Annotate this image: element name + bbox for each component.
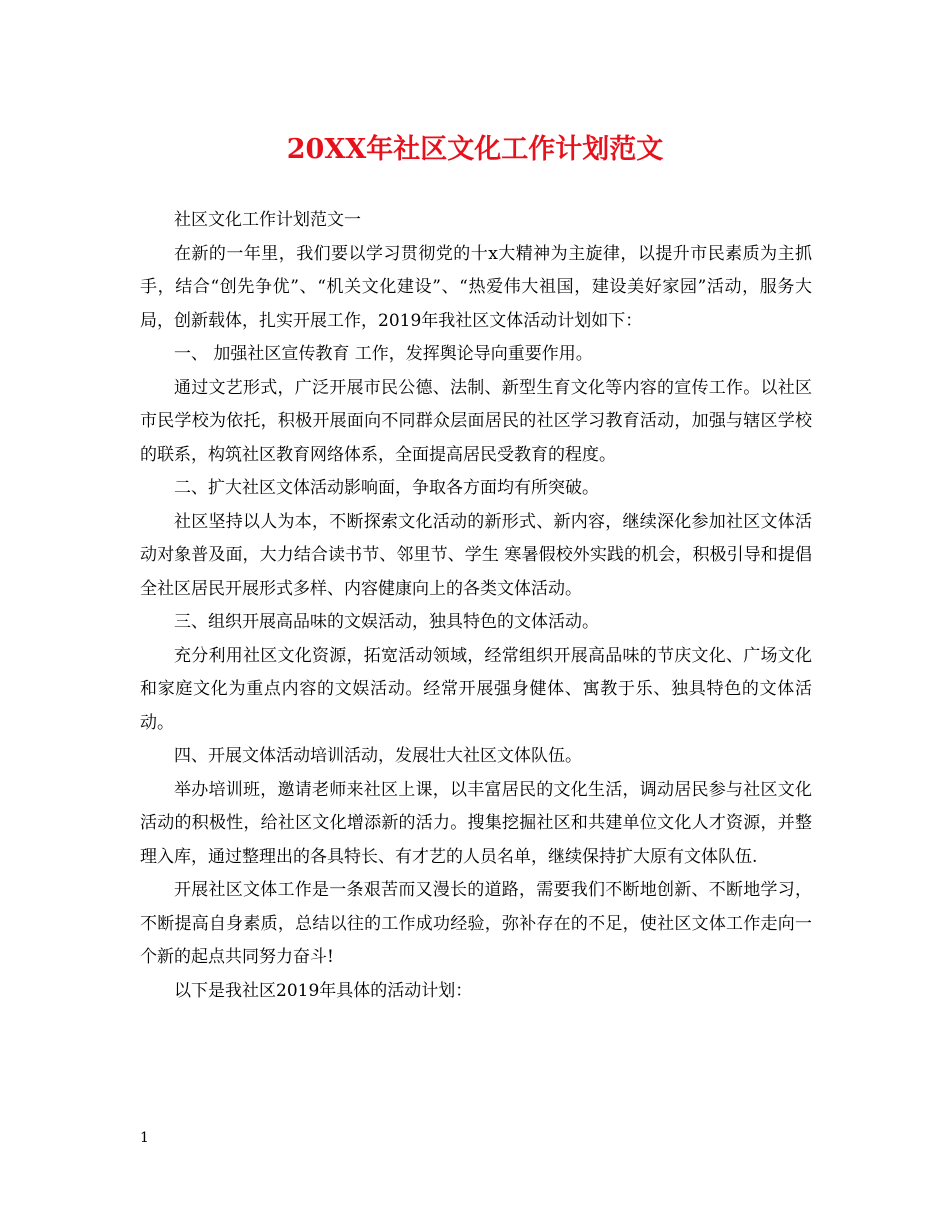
paragraph-heading-4: 四、开展文体活动培训活动，发展壮大社区文体队伍。 <box>174 746 582 766</box>
paragraph-plan-intro: 以下是我社区2019年具体的活动计划： <box>174 980 473 1001</box>
page-number: 1 <box>140 1130 149 1146</box>
paragraph-body-1: 通过文艺形式，广泛开展市民公德、法制、新型生育文化等内容的宣传工作。以社区市民学校为依托，积极开展面向不同群众层面居民的社区学习教育活动，加强与辖区学校的联系，构筑社区教育网络体系，全面提高居民受教育的程度。 <box>140 377 812 465</box>
paragraph-body-3: 充分利用社区文化资源，拓宽活动领域，经常组织开展高品味的节庆文化、广场文化和家庭文化为重点内容的文娱活动。经常开展强身健体、寓教于乐、独具特色的文体活动。 <box>140 645 812 733</box>
paragraph-heading-3: 三、组织开展高品味的文娱活动，独具特色的文体活动。 <box>174 612 599 632</box>
paragraph-heading-1: 一、 加强社区宣传教育 工作，发挥舆论导向重要作用。 <box>174 344 593 364</box>
paragraph-conclusion: 开展社区文体工作是一条艰苦而又漫长的道路，需要我们不断地创新、不断地学习，不断提高自身素质，总结以往的工作成功经验，弥补存在的不足，使社区文体工作走向一个新的起点共同努力奋斗! <box>140 880 812 967</box>
document-body <box>140 204 812 1008</box>
paragraph-body-4: 举办培训班，邀请老师来社区上课，以丰富居民的文化生活，调动居民参与社区文化活动的积极性，给社区文化增添新的活力。搜集挖掘社区和共建单位文化人才资源，并整理入库，通过整理出的各具特长、有才艺的人员名单，继续保持扩大原有文体队伍. <box>140 779 812 867</box>
paragraph-body-2: 社区坚持以人为本，不断探索文化活动的新形式、新内容，继续深化参加社区文体活动对象普及面，大力结合读书节、邻里节、学生 寒暑假校外实践的机会，积极引导和提倡全社区居民开展形式多样、内容健康向上的各类文体活动。 <box>140 511 812 599</box>
document-title: 20XX年社区文化工作计划范文 <box>286 134 664 165</box>
paragraph-heading-2: 二、扩大社区文体活动影响面，争取各方面均有所突破。 <box>174 478 599 498</box>
paragraph-section-heading: 社区文化工作计划范文一 <box>174 210 361 230</box>
paragraph-intro: 在新的一年里，我们要以学习贯彻党的十x大精神为主旋律，以提升市民素质为主抓手，结合“创先争优”、“机关文化建设”、“热爱伟大祖国，建设美好家园”活动，服务大局，创新载体，扎实开展工作，2019年我社区文体活动计划如下： <box>140 243 812 331</box>
